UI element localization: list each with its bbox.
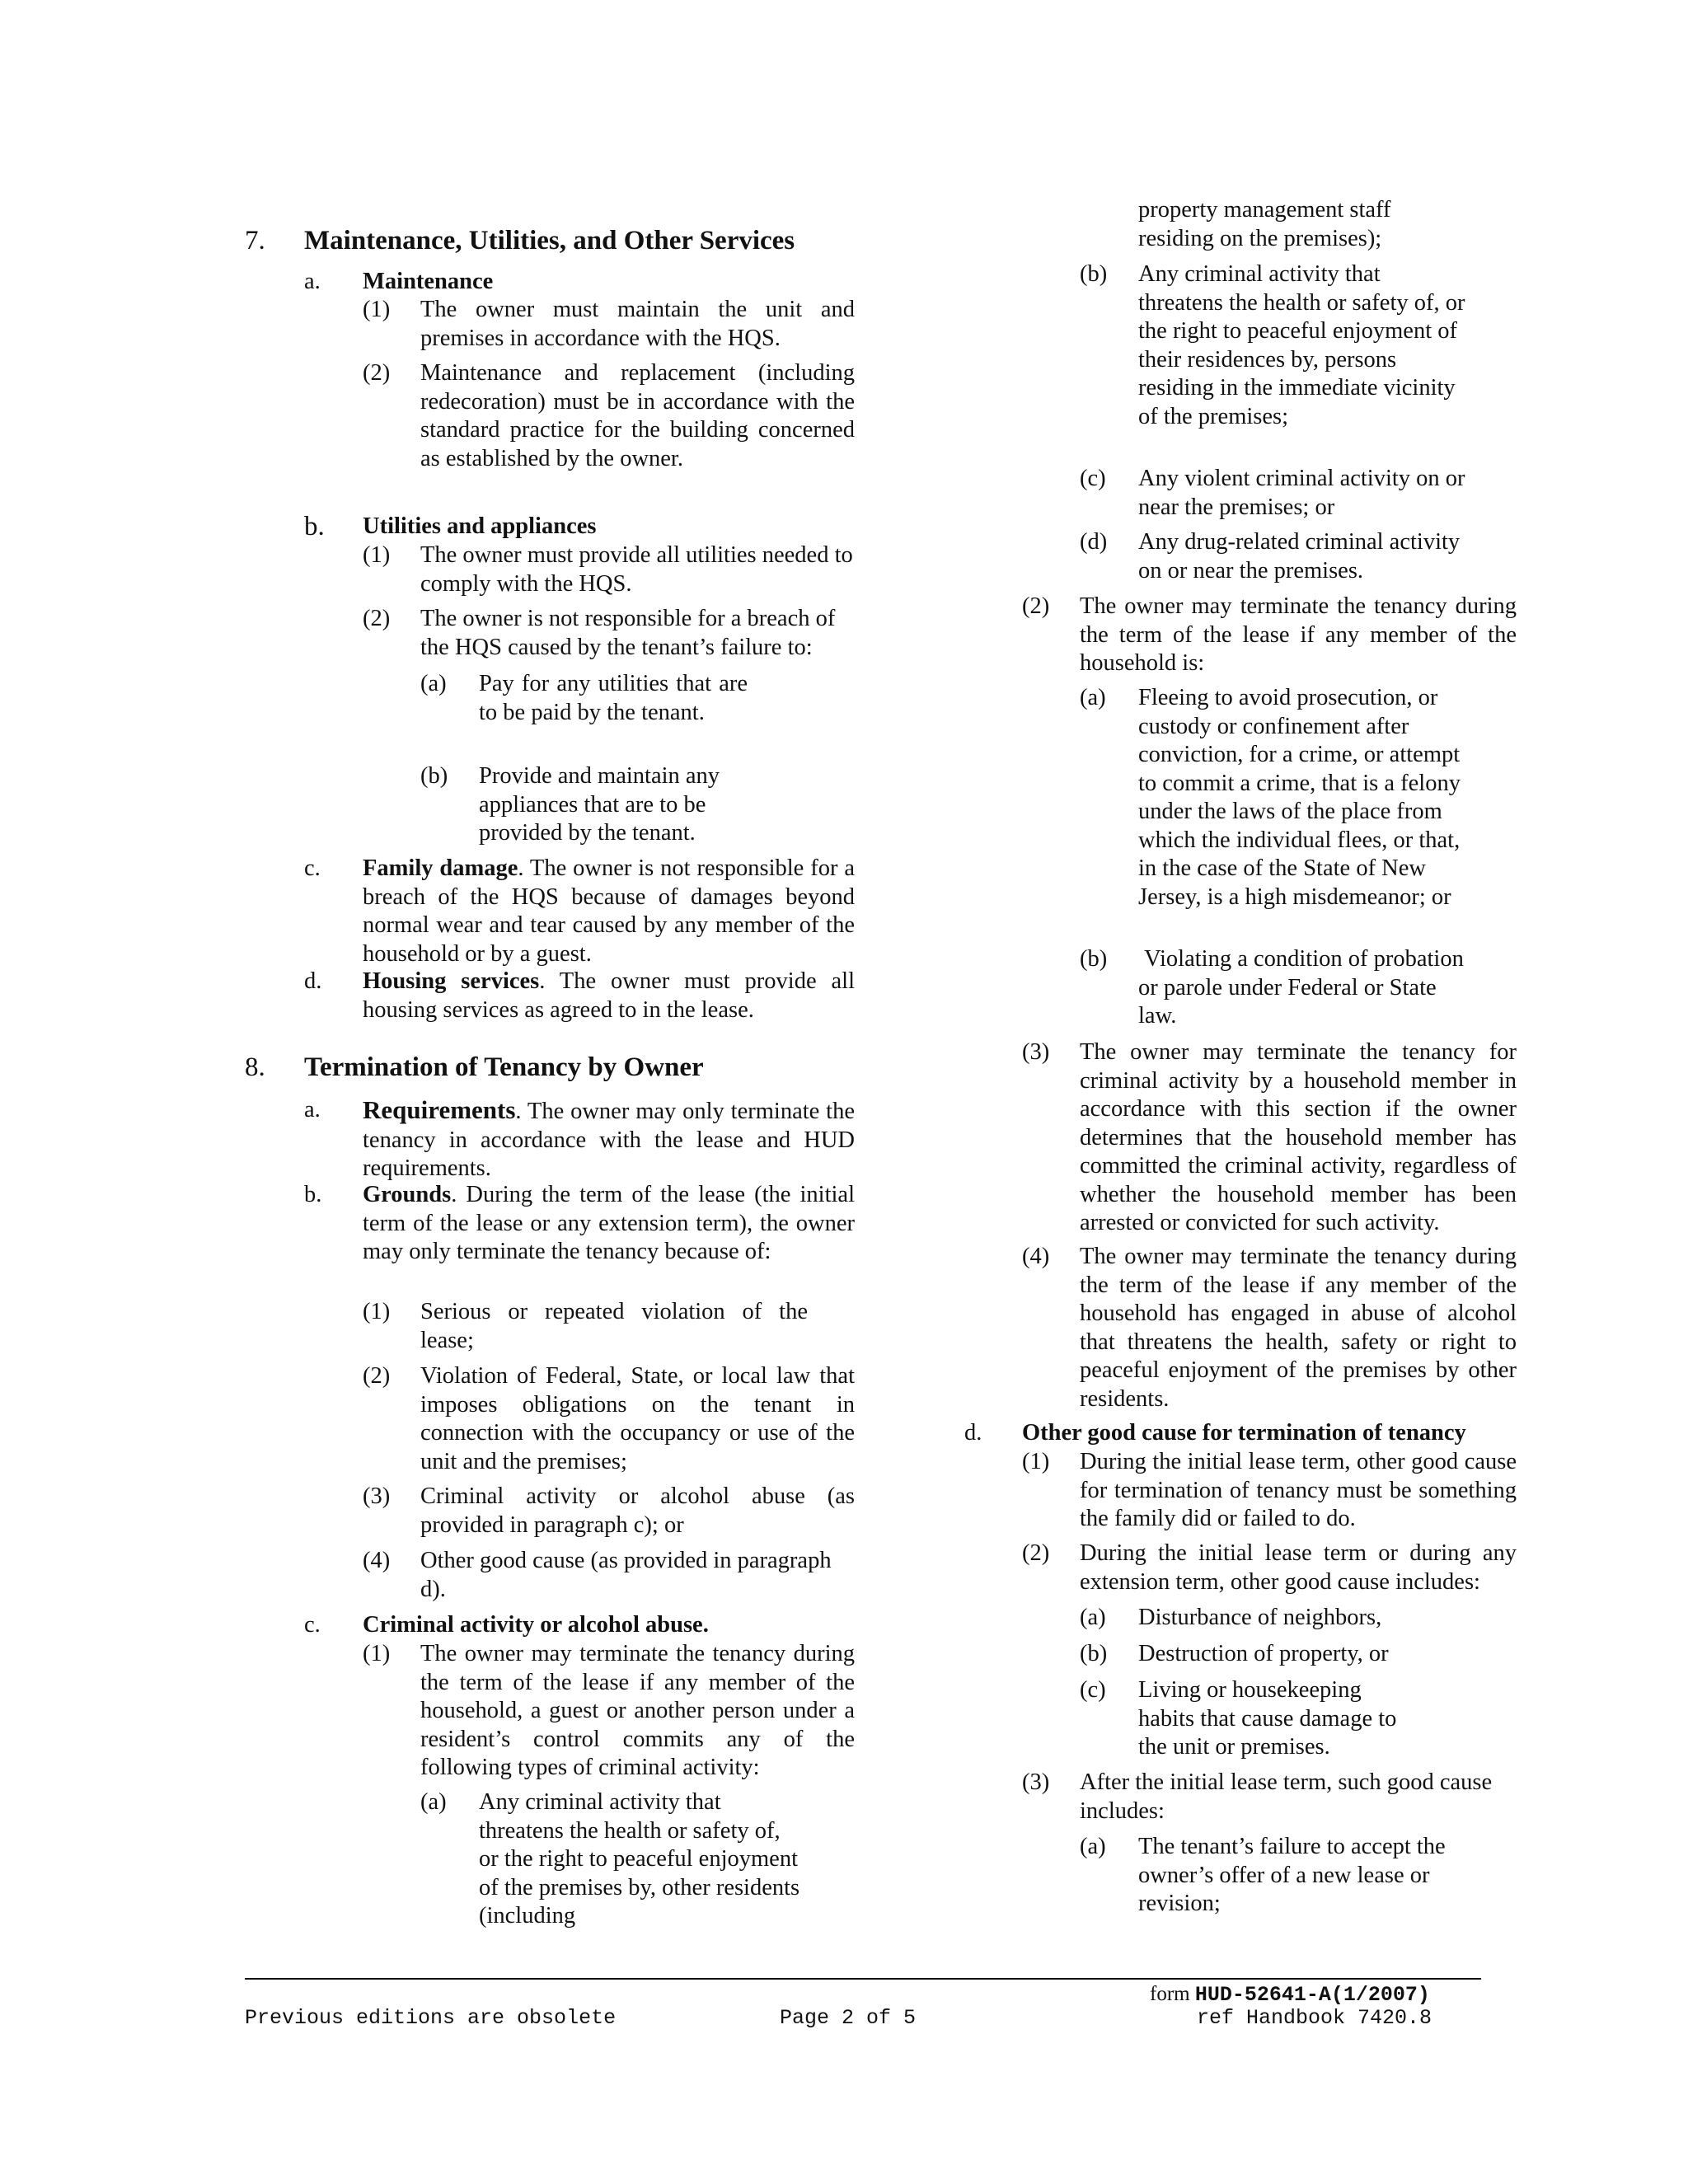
subsection-text [363,968,855,1024]
item-number: (3) [1022,1769,1050,1795]
item-text: Any criminal activity that threatens the health or safety of, or the right to peaceful enjoyment of their residences by, persons residing in the immediate vicinity of the premises; [1138,261,1465,429]
item-text: The owner is not responsible for a breach of the HQS caused by the tenant’s failure to: [420,606,836,660]
item-text: Any criminal activity that threatens the health or safety of, or the right to peaceful enjoyment of the premises by, other residents (including [479,1789,800,1929]
subsection-label: b. [304,512,325,541]
item-number: (2) [1022,1540,1050,1566]
subsection-text [363,1181,855,1267]
item-text: During the initial lease term or during any extension term, other good cause includes: [1080,1540,1517,1595]
item-text: After the initial lease term, such good cause includes: [1080,1769,1493,1824]
item-text: Maintenance and replacement (including redecoration) must be in accordance with the standard practice for the building concerned as established by the owner. [420,360,855,471]
item-text: The owner may terminate the tenancy during the term of the lease if any member of the household is: [1080,593,1517,676]
item-number: (a) [420,671,447,696]
subsection-label: a. [304,269,321,294]
section-number: 8. [245,1052,265,1082]
item-text: Fleeing to avoid prosecution, or custody or confinement after conviction, for a crime, or attempt to commit a crime, that is a felony under the laws of the place from which the individual flees, or that, in the case of the State of New Jersey, is a high misdemeanor; or [1138,685,1461,910]
form-prefix: form [1150,1983,1195,2005]
footer-divider [245,1978,1481,1980]
item-number: (a) [1080,1605,1106,1630]
handbook-ref: ref Handbook 7420.8 [1197,2006,1432,2030]
item-number: (2) [363,1363,391,1389]
item-number: (b) [1080,946,1108,972]
item-number: (1) [363,297,391,322]
item-text: property management staff residing on the premises); [1138,197,1391,251]
subsection-text [363,1096,855,1183]
section-title: Termination of Tenancy by Owner [304,1052,704,1082]
item-text: The owner may terminate the tenancy during the term of the lease if any member of the household, a guest or another person under a resident’s control commits any of the following types of criminal activity: [420,1641,855,1780]
subsection-text [363,855,855,968]
item-text: Any violent criminal activity on or near the premises; or [1138,466,1465,520]
item-number: (b) [1080,261,1108,287]
subsection-label: b. [304,1182,322,1207]
subsection-title: Other good cause for termination of tenancy [1022,1420,1466,1446]
item-number: (4) [363,1548,391,1573]
item-text: The tenant’s failure to accept the owner’s offer of a new lease or revision; [1138,1834,1446,1916]
page-number: Page 2 of 5 [780,2006,917,2030]
item-text: The owner may terminate the tenancy during the term of the lease if any member of the household has engaged in abuse of alcohol that threatens the health, safety or right to peaceful enjoyment of the premises by other residents. [1080,1244,1517,1412]
subsection-body: . During the term of the lease (the initial term of the lease or any extension term), the owner may only terminate the tenancy because of: [363,1182,855,1264]
subsection-title: Grounds [363,1182,452,1207]
item-number: (1) [363,542,391,568]
item-text: Any drug-related criminal activity on or near the premises. [1138,529,1461,583]
subsection-title: Requirements [363,1095,516,1124]
item-number: (2) [1022,593,1050,619]
item-text: The owner must maintain the unit and premises in accordance with the HQS. [420,297,855,351]
section-number: 7. [245,226,265,255]
item-number: (d) [1080,529,1108,555]
item-text: During the initial lease term, other good cause for termination of tenancy must be something the family did or failed to do. [1080,1449,1517,1531]
subsection-title: Criminal activity or alcohol abuse. [363,1612,709,1638]
subsection-title: Housing services [363,968,540,994]
item-text: Violation of Federal, State, or local law that imposes obligations on the tenant in connection with the occupancy or use of the unit and the premises; [420,1363,855,1474]
subsection-label: c. [304,1612,321,1638]
form-code: HUD-52641-A(1/2007) [1194,1983,1430,2007]
item-number: (a) [1080,1834,1106,1859]
subsection-title: Family damage [363,855,518,881]
item-number: (4) [1022,1244,1050,1269]
item-number: (1) [363,1641,391,1666]
item-number: (b) [420,763,448,789]
form-number [1150,1983,1430,2007]
subsection-label: d. [964,1420,982,1446]
subsection-title: Maintenance [363,269,494,294]
item-text: Living or housekeeping habits that cause damage to the unit or premises. [1138,1677,1397,1760]
item-number: (2) [363,606,391,631]
item-number: (3) [363,1483,391,1509]
item-number: (a) [1080,685,1106,710]
item-number: (3) [1022,1039,1050,1065]
item-number: (c) [1080,466,1106,491]
subsection-label: c. [304,855,321,881]
subsection-body: . The owner may only terminate the tenancy in accordance with the lease and HUD requirements. [363,1099,855,1181]
item-number: (c) [1080,1677,1106,1703]
item-text: Violating a condition of probation or parole under Federal or State law. [1138,946,1470,1029]
item-text: Destruction of property, or [1138,1641,1389,1666]
subsection-body: . The owner is not responsible for a breach of the HQS because of damages beyond normal wear and tear caused by any member of the household or by a guest. [363,855,855,967]
item-text: The owner must provide all utilities needed to comply with the HQS. [420,542,853,597]
item-number: (2) [363,360,391,386]
item-number: (b) [1080,1641,1108,1666]
item-number: (1) [363,1299,391,1324]
item-text: Other good cause (as provided in paragraph d). [420,1548,832,1602]
subsection-label: a. [304,1097,321,1122]
item-number: (a) [420,1789,447,1815]
item-text: Disturbance of neighbors, [1138,1605,1382,1630]
item-text: Pay for any utilities that are to be paid by the tenant. [479,671,748,725]
subsection-body: . The owner must provide all housing services as agreed to in the lease. [363,968,856,1023]
item-text: Criminal activity or alcohol abuse (as provided in paragraph c); or [420,1483,855,1538]
obsolete-note: Previous editions are obsolete [245,2006,617,2030]
item-text: Provide and maintain any appliances that are to be provided by the tenant. [479,763,720,846]
item-text: Serious or repeated violation of the lease; [420,1299,808,1353]
item-text: The owner may terminate the tenancy for criminal activity by a household member in accordance with this section if the owner determines that the household member has committed the criminal activity, regardless of whether the household member has been arrested or convicted for such activity. [1080,1039,1517,1235]
item-number: (1) [1022,1449,1050,1474]
subsection-label: d. [304,968,322,994]
section-title: Maintenance, Utilities, and Other Services [304,226,795,255]
subsection-title: Utilities and appliances [363,513,597,539]
